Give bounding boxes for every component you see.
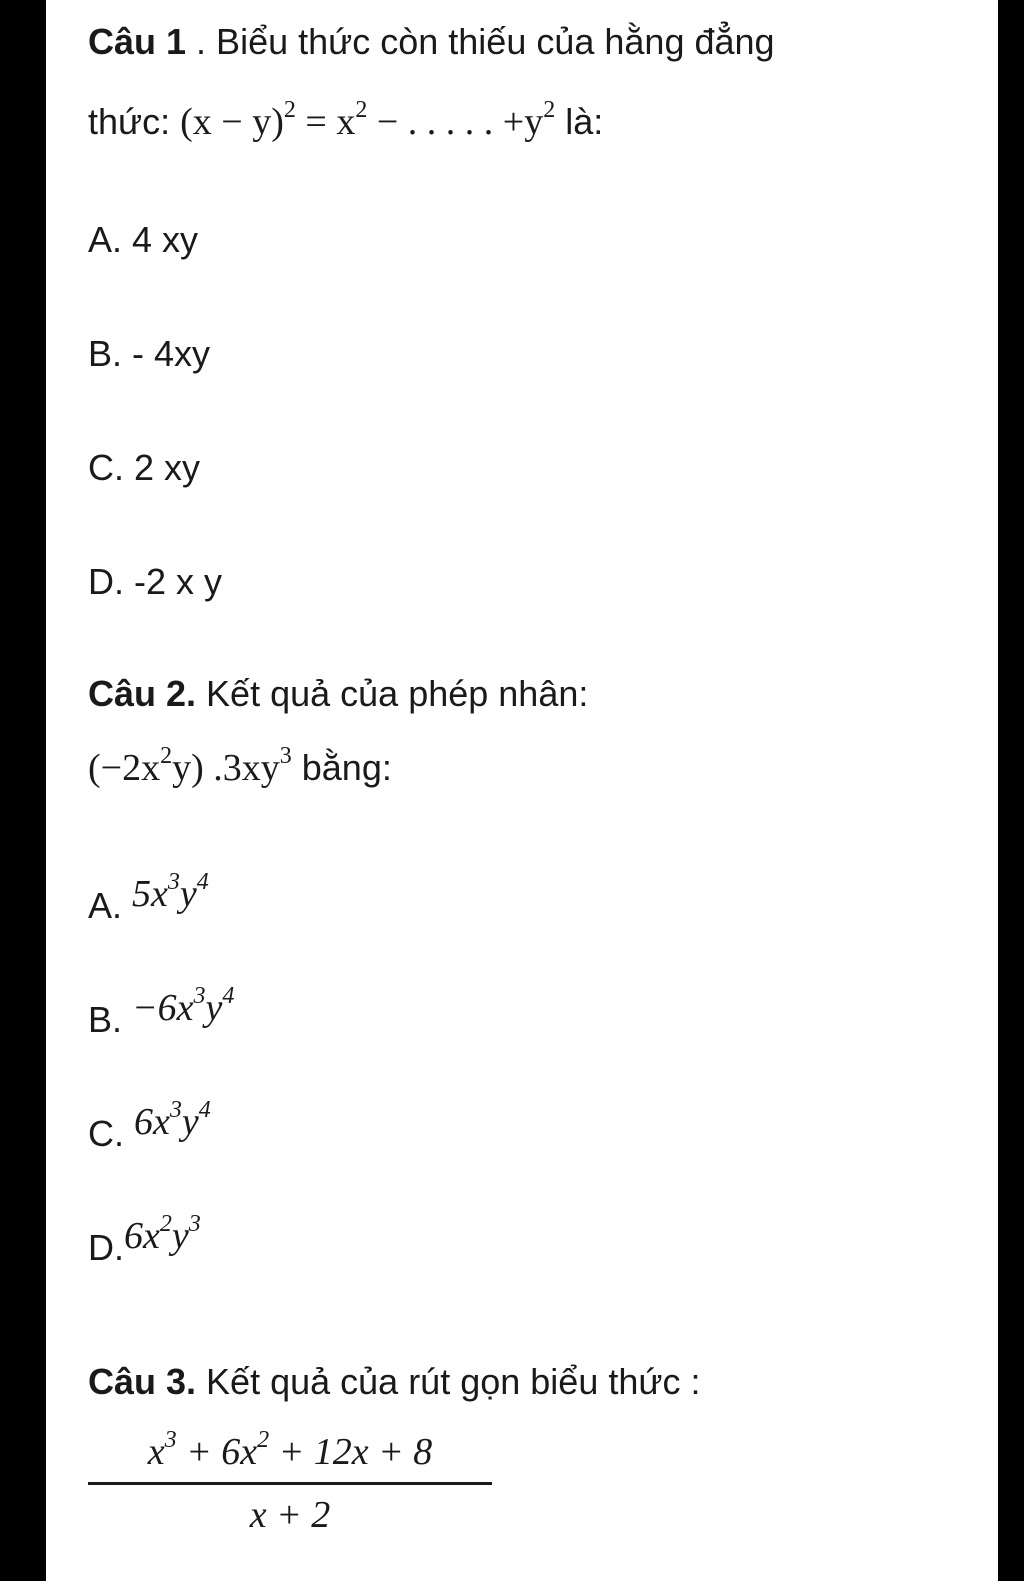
q1-text-line1: . Biểu thức còn thiếu của hằng đẳng (186, 21, 775, 62)
document-page (46, 0, 998, 1581)
q1-option-d: D. -2 x y (88, 561, 223, 602)
q2-option-a-math: $5x^3y^4$ (132, 869, 209, 915)
q2-text-line1: Kết quả của phép nhân: (196, 673, 589, 714)
q2-title-line2 (88, 743, 392, 790)
q1-option-b: B. - 4xy (88, 333, 211, 374)
q1-formula: $(x - y)^2 = x^2$ − . . . . . $+y^2$ (180, 97, 556, 143)
q2-formula: $(-2x^2y)$ $.3xy^3$ (88, 743, 292, 789)
q2-option-b-math: $-6x^3y^4$ (132, 983, 235, 1029)
q3-denominator: x + 2 (249, 1494, 331, 1536)
q1-title (88, 20, 775, 64)
q1-title-line2 (88, 97, 604, 144)
q2-option-d (88, 1211, 201, 1268)
q2-option-d-label: D. (88, 1227, 124, 1268)
q2-option-c-label: C. (88, 1113, 124, 1154)
q1-text-prefix: thức: (88, 101, 171, 142)
q2-option-c (88, 1097, 211, 1154)
q2-title (88, 672, 588, 716)
q2-heading: Câu 2. (88, 673, 197, 714)
q2-text-suffix: bằng: (301, 747, 392, 788)
q2-option-c-math: $6x^3y^4$ (134, 1097, 211, 1143)
q3-numerator: $x^3 + 6x^2 + 12x + 8$ (88, 1428, 492, 1485)
q1-option-a: A. 4 xy (88, 219, 199, 260)
q2-option-b-label: B. (88, 999, 123, 1040)
q2-option-a (88, 869, 209, 926)
q1-heading: Câu 1 (88, 21, 187, 62)
q3-heading: Câu 3. (88, 1361, 197, 1402)
q3-title (88, 1360, 700, 1404)
q2-option-b (88, 983, 235, 1040)
q1-text-suffix: là: (565, 101, 604, 142)
q1-option-c: C. 2 xy (88, 447, 201, 488)
q2-option-d-math: $6x^2y^3$ (124, 1211, 201, 1257)
q2-option-a-label: A. (88, 885, 123, 926)
q3-text-line1: Kết quả của rút gọn biểu thức : (196, 1361, 701, 1402)
q3-fraction (88, 1428, 492, 1539)
